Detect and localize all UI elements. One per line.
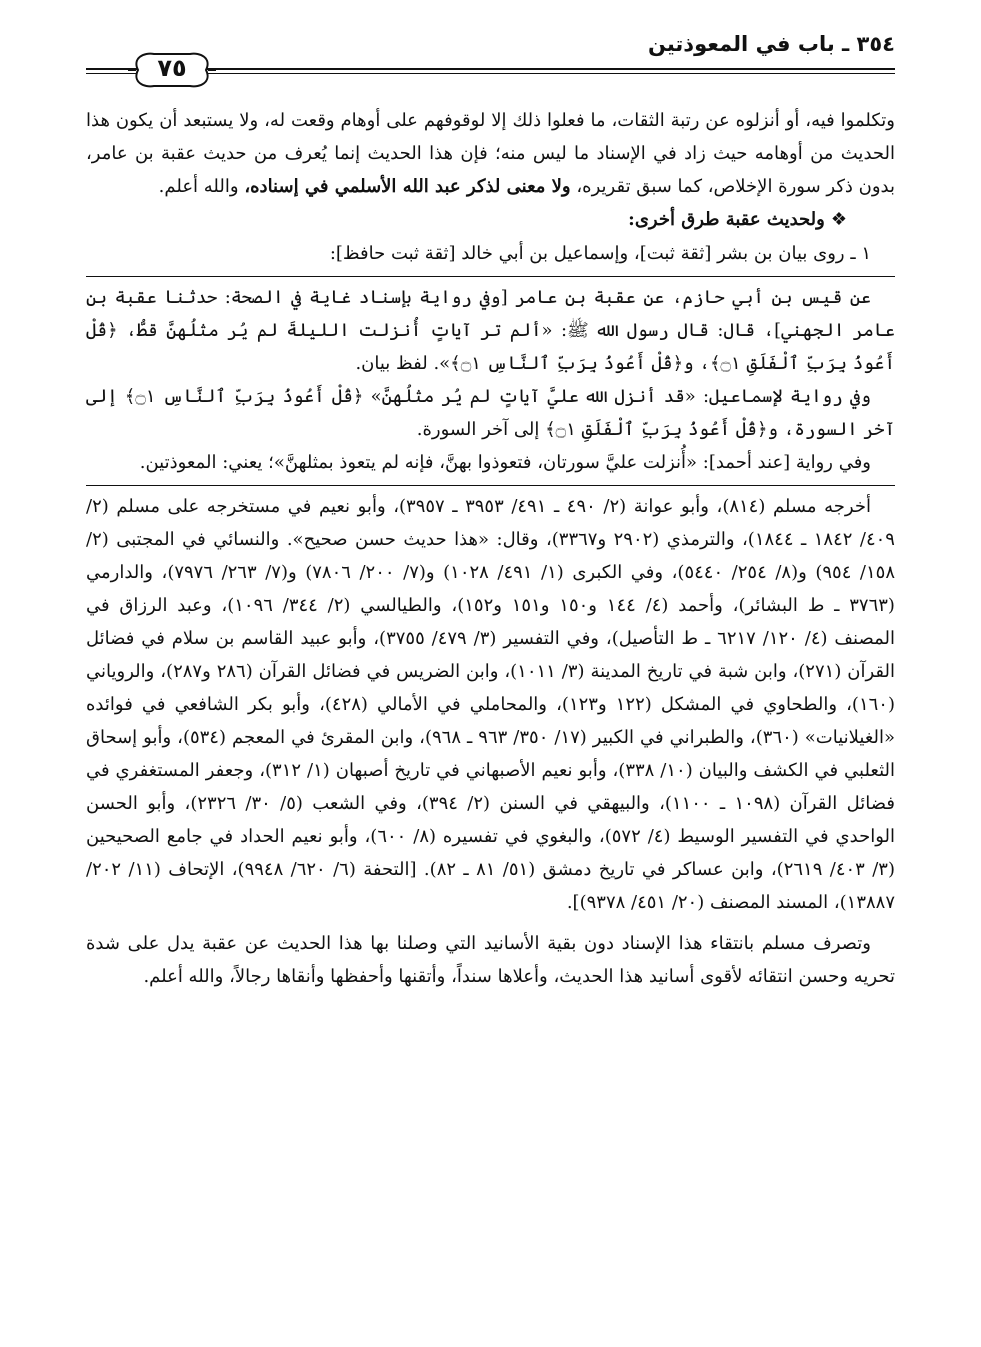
page-number: ٧٥: [157, 54, 187, 82]
page-body: [86, 104, 895, 993]
intro-end-text: والله أعلم.: [158, 176, 239, 197]
ornament-bullet-icon: ❖: [830, 209, 847, 230]
closing-paragraph: وتصرف مسلم بانتقاء هذا الإسناد دون بقية الأسانيد التي وصلنا بها هذا الحديث عن عقبة يدل على شدة تحريه وحسن انتقائه لأقوى أسانيد هذا الحديث، وأعلاها سنداً، وأتقنها وأحفظها وأنقاها رجالاً، والله أعلم.: [86, 933, 895, 987]
running-title: ٣٥٤ ـ باب في المعوذتين: [647, 32, 895, 56]
takhrij-divider: [86, 485, 895, 486]
intro-text: وتكلموا فيه، أو أنزلوه عن رتبة الثقات، ما فعلوا ذلك إلا لوقوفهم على أوهام وقعت له، ولا يستبعد أن يكون هذا الحديث من أوهامه حيث زاد في الإسناد ما ليس منه؛ فإن هذا الحديث إنما يُعرف من حديث عقبة بن عامر، بدون ذكر سورة الإخلاص، كما سبق تقريره،: [86, 110, 895, 197]
section-heading: [86, 203, 895, 237]
intro-paragraph: [86, 104, 895, 203]
section-heading-text: ولحديث عقبة طرق أخرى:: [628, 209, 825, 230]
item-1-heading: ١ ـ روى بيان بن بشر [ثقة ثبت]، وإسماعيل بن أبي خالد [ثقة ثبت حافظ]:: [329, 243, 871, 264]
page-header: [86, 24, 895, 94]
item-1-text: عن قيس بن أبي حازم، عن عقبة بن عامر [وفي رواية بإسناد غاية في الصحة: حدثنا عقبة بن عامر الجهني]، قال: قال رسول الله ﷺ: «ألم تر آياتٍ أُنزلت الليلةَ لم يُر مثلُهنَّ قطُّ، ﴿قُلْ أَعُوذُ بِرَبِّ ٱلْفَلَقِ ۝١﴾، و﴿قُلْ أَعُوذُ بِرَبِّ ٱلنَّاسِ ۝١﴾». لفظ بيان.: [86, 287, 895, 374]
ahmad-version: وفي رواية [عند أحمد]: «أُنزلت عليَّ سورتان، فتعوذوا بهنَّ، فإنه لم يتعوذ بمثلهنَّ»؛ يعني: المعوذتين.: [139, 452, 871, 473]
takhrij-paragraph: أخرجه مسلم (٨١٤)، وأبو عوانة (٢/ ٤٩٠ ـ ٤٩١/ ٣٩٥٣ ـ ٣٩٥٧)، وأبو نعيم في مستخرجه على مسلم (٢/ ٤٠٩/ ١٨٤٢ ـ ١٨٤٤)، والترمذي (٢٩٠٢ و٣٣٦٧)، وقال: «هذا حديث حسن صحيح». والنسائي في المجتبى (٢/ ١٥٨/ ٩٥٤) و(٨/ ٢٥٤/ ٥٤٤٠)، وفي الكبرى (١/ ٤٩١/ ١٠٢٨) و(٧/ ٢٠٠/ ٧٨٠٦) و(٧/ ٢٦٣/ ٧٩٧٦)، والدارمي (٣٧٦٣ ـ ط البشائر)، وأحمد (٤/ ١٤٤ و١٥٠ و١٥١ و١٥٢)، والطيالسي (٢/ ٣٤٤/ ١٠٩٦)، وعبد الرزاق في المصنف (٤/ ١٢٠/ ٦٢١٧ ـ ط التأصيل)، وفي التفسير (٣/ ٤٧٩/ ٣٧٥٥)، وأبو عبيد القاسم بن سلام في فضائل القرآن (٢٧١)، وابن شبة في تاريخ المدينة (٣/ ١٠١١)، وابن الضريس في فضائل القرآن (٢٨٦ و٢٨٧)، والروياني (١٦٠)، والطحاوي في المشكل (١٢٢ و١٢٣)، والمحاملي في الأمالي (٤٢٨)، وأبو بكر الشافعي في فوائده «الغيلانيات» (٣٦٠)، والطبراني في الكبير (١٧/ ٣٥٠/ ٩٦٣ ـ ٩٦٨)، وابن المقرئ في المعجم (٥٣٤)، وأبو إسحاق الثعلبي في الكشف والبيان (١٠/ ٣٣٨)، وأبو نعيم الأصبهاني في تاريخ أصبهان (١/ ٣١٢)، وجعفر المستغفري في فضائل القرآن (١٠٩٨ ـ ١١٠٠)، والبيهقي في السنن (٢/ ٣٩٤)، وفي الشعب (٥/ ٣٠/ ٢٣٢٦)، وأبو الحسن الواحدي في التفسير الوسيط (٤/ ٥٧٢)، والبغوي في تفسيره (٨/ ٦٠٠)، وأبو نعيم الحداد في جامع الصحيحين (٣/ ٤٠٣/ ٢٦١٩)، وابن عساكر في تاريخ دمشق (٥١/ ٨١ ـ ٨٢). [التحفة (٦/ ٦٢٠/ ٩٩٤٨)، الإتحاف (١١/ ٢٠٢/ ١٣٨٨٧)، المسند المصنف (٢٠/ ٤٥١/ ٩٣٧٨)].: [86, 496, 896, 913]
intro-bold-text: ولا معنى لذكر عبد الله الأسلمي في إسناده،: [244, 176, 571, 197]
ismail-version: وفي رواية لإسماعيل: «قد أنزل الله عليَّ آياتٍ لم يُر مثلُهنَّ» ﴿قُلْ أَعُوذُ بِرَبِّ ٱلنَّاسِ ۝١﴾ إلى آخر السورة، و﴿قُلْ أَعُوذُ بِرَبِّ ٱلْفَلَقِ ۝١﴾ إلى آخر السورة.: [86, 386, 895, 440]
page-number-ornament: [124, 48, 220, 92]
item-1-divider: [86, 276, 895, 277]
